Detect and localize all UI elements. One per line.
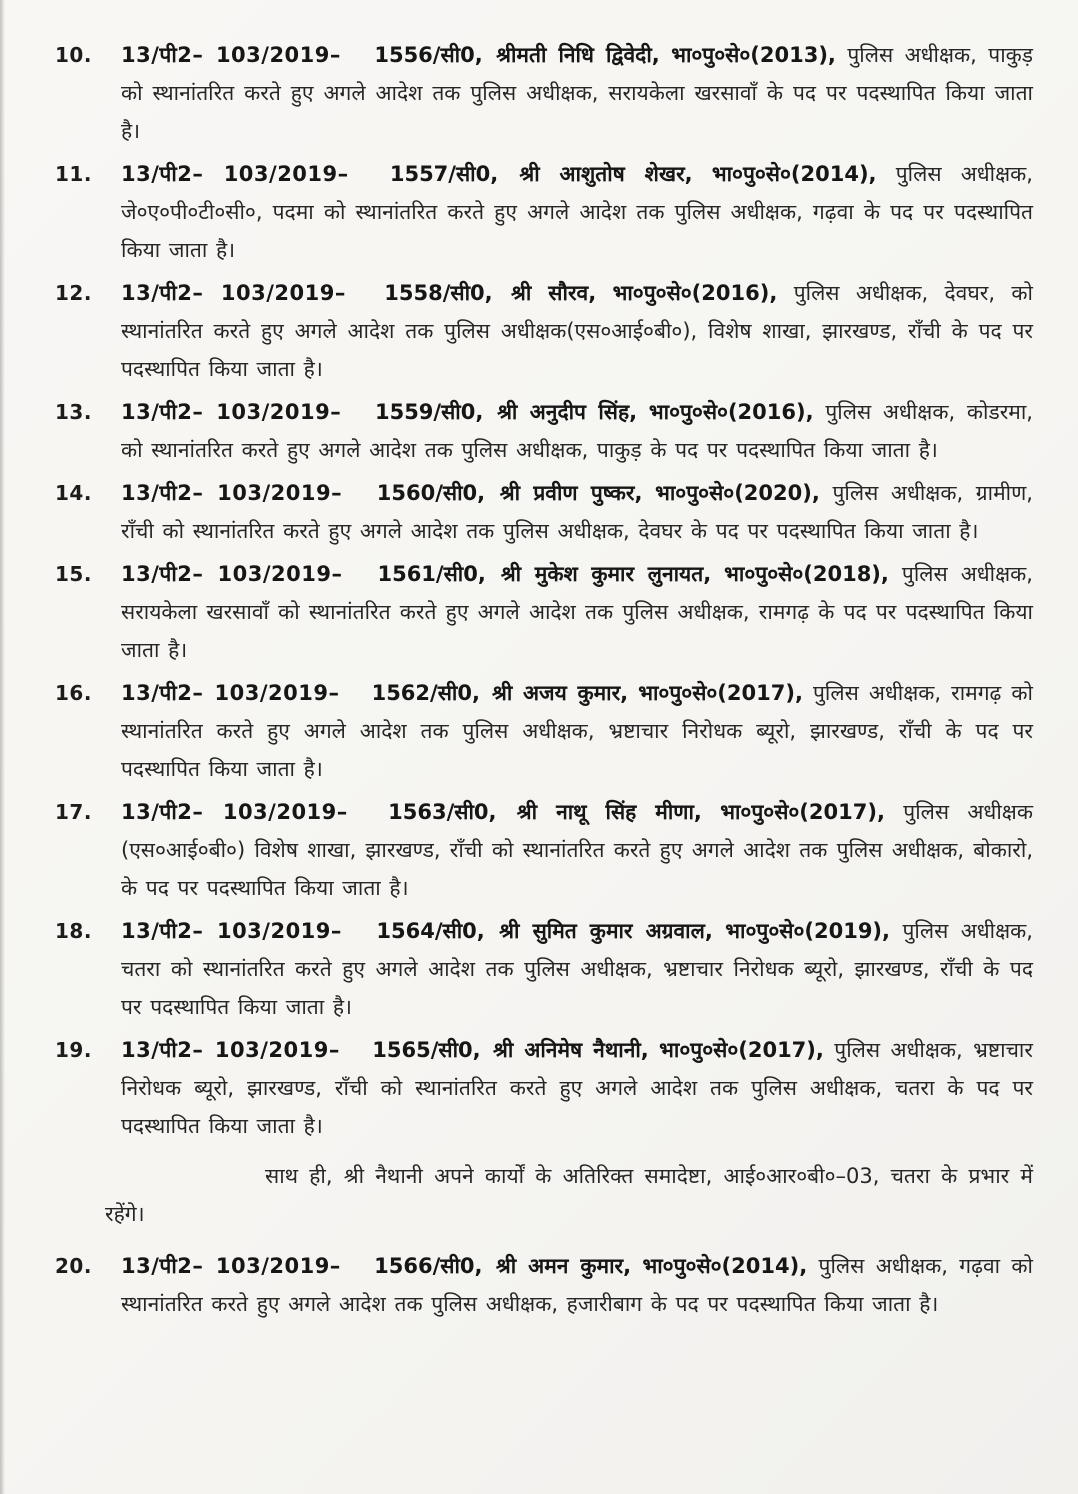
list-item xyxy=(55,393,1033,469)
list-item xyxy=(55,36,1033,150)
item-text xyxy=(121,155,1033,269)
item-number: 18. xyxy=(55,919,92,943)
item-number: 19. xyxy=(55,1038,92,1062)
item-text xyxy=(121,36,1033,150)
item-serial: 1562/सी0, xyxy=(371,681,480,705)
item-body: पुलिस अधीक्षक, गढ़वा को स्थानांतरित करते हुए अगले आदेश तक पुलिस अधीक्षक, हजारीबाग के पद पर पदस्थापित किया जाता है। xyxy=(121,1254,1033,1316)
item-number: 14. xyxy=(55,481,92,505)
officer-name: श्री नाथू सिंह मीणा, xyxy=(516,800,702,824)
officer-name: श्री अजय कुमार, xyxy=(491,681,629,705)
list-item xyxy=(55,1031,1033,1145)
item-body: पुलिस अधीक्षक, सरायकेला खरसावाँ को स्थानांतरित करते हुए अगले आदेश तक पुलिस अधीक्षक, रामगढ़ के पद पर पदस्थापित किया जाता है। xyxy=(121,562,1033,662)
officer-name: श्री प्रवीण पुष्कर, xyxy=(499,481,643,505)
item-body: पुलिस अधीक्षक, कोडरमा, को स्थानांतरित करते हुए अगले आदेश तक पुलिस अधीक्षक, पाकुड़ के पद पर पदस्थापित किया जाता है। xyxy=(121,400,1033,462)
note-paragraph: साथ ही, श्री नैथानी अपने कार्यों के अतिरिक्त समादेष्टा, आई०आर०बी०–03, चतरा के प्रभार में रहेंगे। xyxy=(105,1164,1033,1226)
item-body: पुलिस अधीक्षक, भ्रष्टाचार निरोधक ब्यूरो, झारखण्ड, राँची को स्थानांतरित करते हुए अगले आदेश तक पुलिस अधीक्षक, चतरा के पद पर पदस्थापित किया जाता है। xyxy=(121,1038,1033,1138)
item-number: 13. xyxy=(55,400,92,424)
item-number: 20. xyxy=(55,1254,92,1278)
list-item xyxy=(55,674,1033,788)
item-number: 12. xyxy=(55,281,92,305)
item-body: पुलिस अधीक्षक, जे०ए०पी०टी०सी०, पदमा को स्थानांतरित करते हुए अगले आदेश तक पुलिस अधीक्षक, गढ़वा के पद पर पदस्थापित किया जाता है। xyxy=(121,162,1033,262)
item-body: पुलिस अधीक्षक, चतरा को स्थानांतरित करते हुए अगले आदेश तक पुलिस अधीक्षक, भ्रष्टाचार निरोधक ब्यूरो, झारखण्ड, राँची के पद पर पदस्थापित किया जाता है। xyxy=(121,919,1033,1019)
item-text xyxy=(121,393,1033,469)
item-number: 17. xyxy=(55,800,92,824)
list-item xyxy=(55,474,1033,550)
item-serial: 1556/सी0, xyxy=(374,43,483,67)
officer-name: श्रीमती निधि द्विवेदी, xyxy=(496,43,660,67)
item-ref: 13/पी2– 103/2019– xyxy=(121,1038,340,1062)
item-number: 10. xyxy=(55,43,92,67)
list-item xyxy=(55,555,1033,669)
item-body: पुलिस अधीक्षक (एस०आई०बी०) विशेष शाखा, झारखण्ड, राँची को स्थानांतरित करते हुए अगले आदेश तक पुलिस अधीक्षक, बोकारो, के पद पर पदस्थापित किया जाता है। xyxy=(121,800,1033,900)
list-item xyxy=(55,274,1033,388)
item-body: पुलिस अधीक्षक, रामगढ़ को स्थानांतरित करते हुए अगले आदेश तक पुलिस अधीक्षक, भ्रष्टाचार निरोधक ब्यूरो, झारखण्ड, राँची के पद पर पदस्थापित किया जाता है। xyxy=(121,681,1033,781)
item-serial: 1561/सी0, xyxy=(377,562,486,586)
cadre-year: भा०पु०से०(2014), xyxy=(711,162,877,186)
item-number: 11. xyxy=(55,162,92,186)
officer-name: श्री सौरव, xyxy=(510,281,597,305)
officer-name: श्री सुमित कुमार अग्रवाल, xyxy=(499,919,713,943)
item-ref: 13/पी2– 103/2019– xyxy=(121,481,343,505)
item-ref: 13/पी2– 103/2019– xyxy=(121,800,348,824)
cadre-year: भा०पु०से०(2016), xyxy=(648,400,814,424)
list-item xyxy=(55,1247,1033,1323)
item-ref: 13/पी2– 103/2019– xyxy=(121,43,341,67)
item-serial: 1559/सी0, xyxy=(374,400,484,424)
item-ref: 13/पी2– 103/2019– xyxy=(121,919,342,943)
cadre-year: भा०पु०से०(2014), xyxy=(642,1254,808,1278)
item-text xyxy=(121,1031,1033,1145)
item-number: 16. xyxy=(55,681,92,705)
item-ref: 13/पी2– 103/2019– xyxy=(121,1254,341,1278)
list-item xyxy=(55,793,1033,907)
item-text xyxy=(121,912,1033,1026)
officer-name: श्री अनिमेष नैथानी, xyxy=(492,1038,649,1062)
item-serial: 1566/सी0, xyxy=(374,1254,483,1278)
item-body: पुलिस अधीक्षक, देवघर, को स्थानांतरित करते हुए अगले आदेश तक पुलिस अधीक्षक(एस०आई०बी०), विशेष शाखा, झारखण्ड, राँची के पद पर पदस्थापित किया जाता है। xyxy=(121,281,1033,381)
item-serial: 1563/सी0, xyxy=(388,800,497,824)
item-serial: 1564/सी0, xyxy=(376,919,485,943)
cadre-year: भा०पु०से०(2018), xyxy=(724,562,889,586)
item-text xyxy=(121,474,1033,550)
item-text xyxy=(121,793,1033,907)
item-serial: 1557/सी0, xyxy=(389,162,499,186)
officer-name: श्री मुकेश कुमार लुनायत, xyxy=(500,562,712,586)
officer-name: श्री अमन कुमार, xyxy=(495,1254,632,1278)
cadre-year: भा०पु०से०(2013), xyxy=(671,43,836,67)
officer-name: श्री आशुतोष शेखर, xyxy=(519,162,693,186)
item-ref: 13/पी2– 103/2019– xyxy=(121,162,349,186)
cadre-year: भा०पु०से०(2016), xyxy=(612,281,778,305)
item-serial: 1565/सी0, xyxy=(372,1038,481,1062)
cadre-year: भा०पु०से०(2019), xyxy=(725,919,891,943)
item-text xyxy=(121,274,1033,388)
item-text xyxy=(121,1247,1033,1323)
cadre-year: भा०पु०से०(2017), xyxy=(638,681,803,705)
item-text xyxy=(121,555,1033,669)
list-item xyxy=(55,155,1033,269)
item-ref: 13/पी2– 103/2019– xyxy=(121,400,342,424)
item-number: 15. xyxy=(55,562,92,586)
list-item xyxy=(55,912,1033,1026)
cadre-year: भा०पु०से०(2017), xyxy=(720,800,885,824)
cadre-year: भा०पु०से०(2017), xyxy=(659,1038,824,1062)
item-body: पुलिस अधीक्षक, ग्रामीण, राँची को स्थानांतरित करते हुए अगले आदेश तक पुलिस अधीक्षक, देवघर के पद पर पदस्थापित किया जाता है। xyxy=(121,481,1033,543)
item-serial: 1558/सी0, xyxy=(384,281,493,305)
item-ref: 13/पी2– 103/2019– xyxy=(121,281,346,305)
item-ref: 13/पी2– 103/2019– xyxy=(121,681,340,705)
officer-name: श्री अनुदीप सिंह, xyxy=(497,400,638,424)
item-ref: 13/पी2– 103/2019– xyxy=(121,562,343,586)
item-body: पुलिस अधीक्षक, पाकुड़ को स्थानांतरित करते हुए अगले आदेश तक पुलिस अधीक्षक, सरायकेला खरसावाँ के पद पर पदस्थापित किया जाता है। xyxy=(121,43,1033,143)
cadre-year: भा०पु०से०(2020), xyxy=(655,481,820,505)
item-serial: 1560/सी0, xyxy=(376,481,486,505)
item-text xyxy=(121,674,1033,788)
